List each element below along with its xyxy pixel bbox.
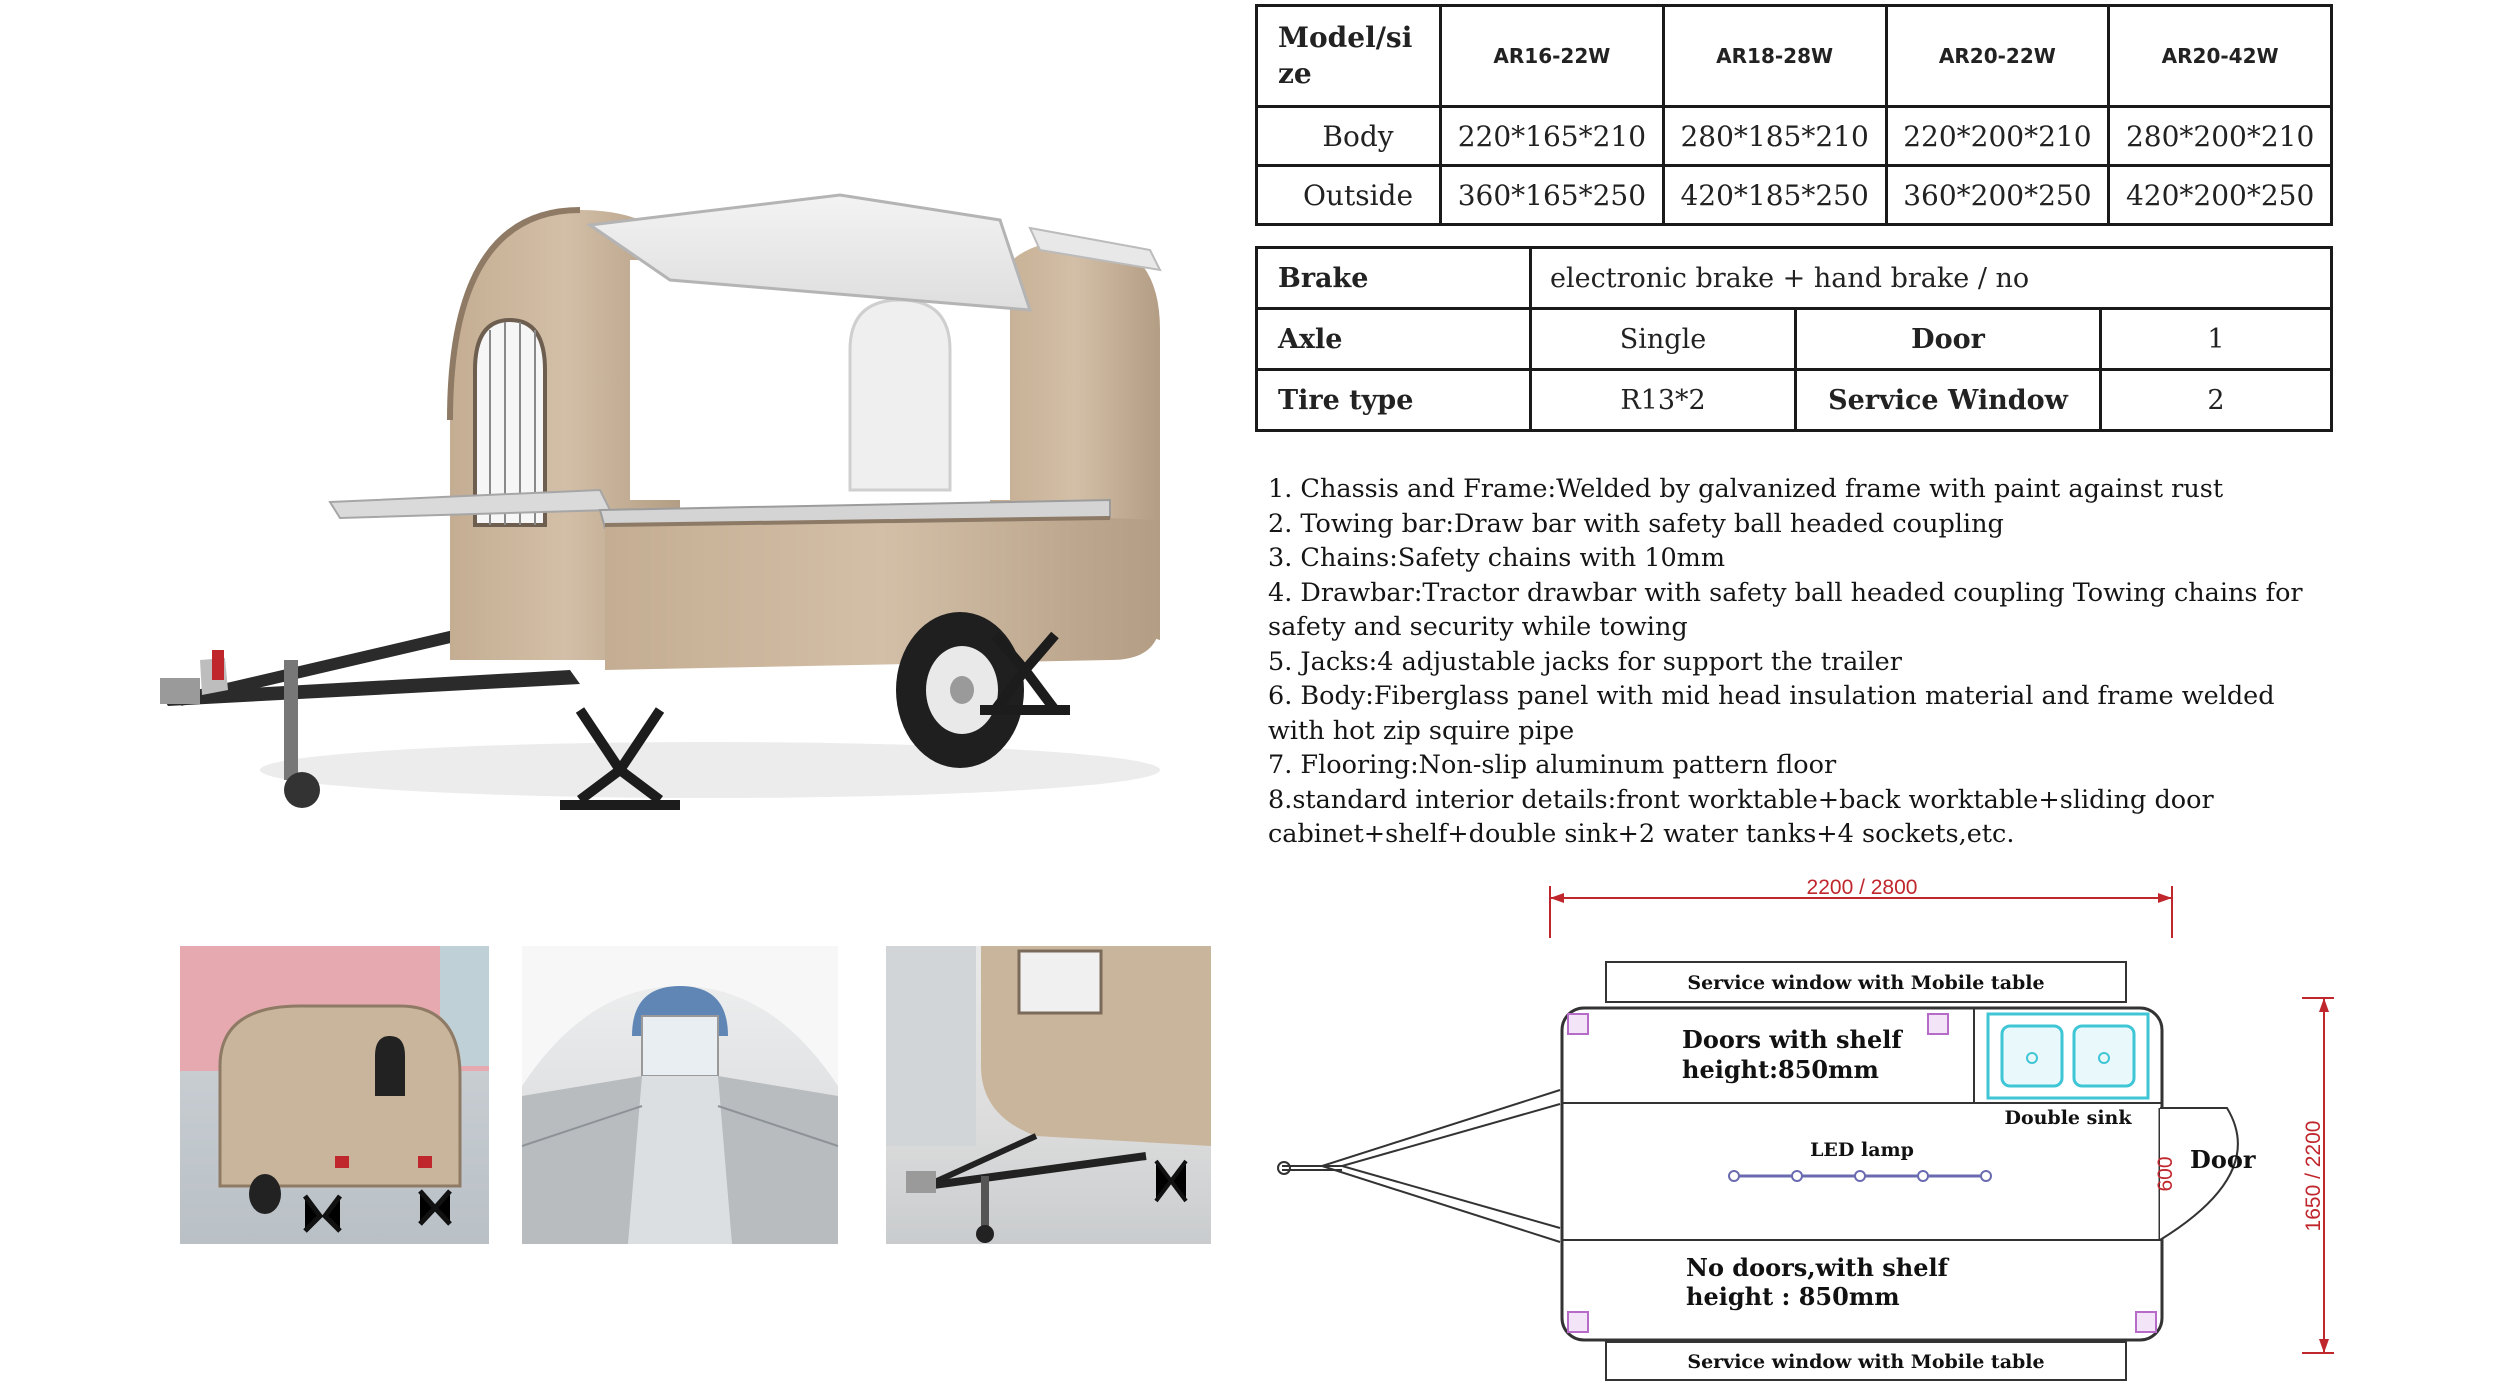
list-item: 8.standard interior details:front worktable+back worktable+sliding door cabinet+shelf+double sink+2 water tanks+4 sockets,etc. (1268, 784, 2214, 849)
service-window-label: Service Window (1796, 370, 2101, 431)
row-label: Outside (1257, 166, 1441, 225)
top-service-window-label: Service window with Mobile table (1687, 972, 2045, 994)
side-view-photo (886, 946, 1211, 1244)
bottom-service-window-label: Service window with Mobile table (1687, 1351, 2045, 1373)
list-item: 2. Towing bar:Draw bar with safety ball headed coupling (1268, 508, 2004, 539)
bottom-shelf-label-line2: height : 850mm (1686, 1282, 1900, 1311)
length-dimension: 2200 / 2800 (1806, 876, 1918, 899)
tire-type-value: R13*2 (1531, 370, 1796, 431)
door-label: Door (1796, 309, 2101, 370)
width-dimension: 1650 / 2200 (2302, 1120, 2325, 1232)
list-item: 3. Chains:Safety chains with 10mm (1268, 543, 1726, 573)
tire-type-label: Tire type (1257, 370, 1531, 431)
main-trailer-photo (150, 190, 1250, 860)
list-item: 1. Chassis and Frame:Welded by galvanized frame with paint against rust (1268, 474, 2224, 504)
spec-table (1255, 246, 2333, 432)
rear-view-photo (180, 946, 489, 1244)
list-item: 5. Jacks:4 adjustable jacks for support the trailer (1268, 646, 1902, 677)
list-item: 4. Drawbar:Tractor drawbar with safety ball headed coupling Towing chains for safety and security while towing (1268, 577, 2303, 642)
table-cell: 360*200*250 (1886, 166, 2109, 225)
floor-plan-diagram (1262, 868, 2342, 1388)
top-shelf-label-line2: height:850mm (1682, 1055, 1879, 1084)
row-label: Body (1257, 107, 1441, 166)
bottom-shelf-label-line1: No doors,with shelf (1686, 1253, 1948, 1282)
model-size-table (1255, 4, 2333, 226)
axle-label: Axle (1257, 309, 1531, 370)
list-item: 6. Body:Fiberglass panel with mid head insulation material and frame welded with hot zip squire pipe (1268, 681, 2275, 746)
door-value: 1 (2101, 309, 2332, 370)
model-ar20-42w: AR20-42W (2109, 6, 2332, 107)
table-row-outside (1257, 166, 2332, 225)
door-width-dimension: 600 (2154, 1156, 2177, 1192)
table-cell: 280*185*210 (1663, 107, 1886, 166)
table-cell: 220*165*210 (1441, 107, 1664, 166)
top-shelf-label-line1: Doors with shelf (1682, 1025, 1902, 1054)
feature-list (1268, 472, 2338, 852)
list-item: 7. Flooring:Non-slip aluminum pattern floor (1268, 750, 1837, 780)
table-cell: 420*200*250 (2109, 166, 2332, 225)
interior-photo (522, 946, 838, 1244)
double-sink-label: Double sink (2004, 1107, 2132, 1129)
table-cell: 420*185*250 (1663, 166, 1886, 225)
table-cell: 360*165*250 (1441, 166, 1664, 225)
model-ar20-22w: AR20-22W (1886, 6, 2109, 107)
table-row-body (1257, 107, 2332, 166)
model-ar16-22w: AR16-22W (1441, 6, 1664, 107)
brake-value: electronic brake + hand brake / no (1531, 248, 2332, 309)
service-window-value: 2 (2101, 370, 2332, 431)
table-cell: 280*200*210 (2109, 107, 2332, 166)
axle-value: Single (1531, 309, 1796, 370)
led-lamp-label: LED lamp (1810, 1139, 1914, 1161)
door-label: Door (2190, 1145, 2256, 1174)
model-size-header: Model/si ze (1257, 6, 1441, 107)
table-cell: 220*200*210 (1886, 107, 2109, 166)
model-ar18-28w: AR18-28W (1663, 6, 1886, 107)
brake-label: Brake (1257, 248, 1531, 309)
